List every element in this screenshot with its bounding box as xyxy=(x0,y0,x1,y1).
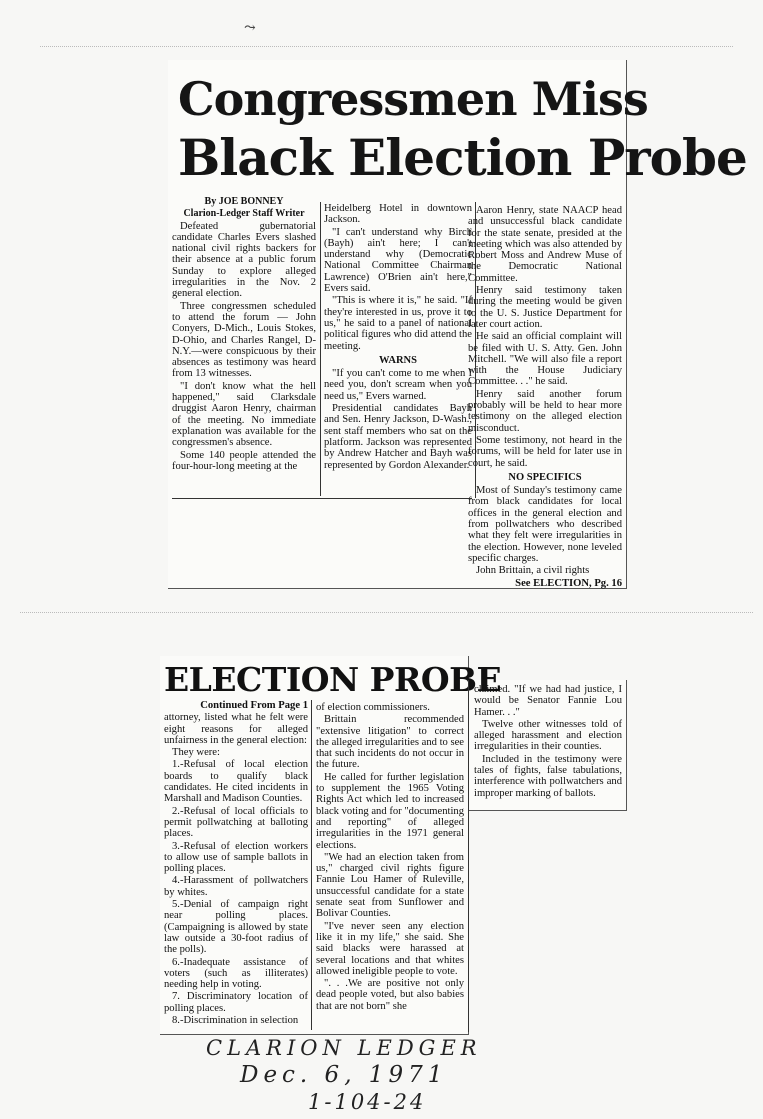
paragraph: claimed. "If we had had justice, I would be Senator Fannie Lou Hamer. . ." xyxy=(474,684,622,718)
paragraph: Three congressmen scheduled to attend the forum — John Conyers, D-Mich., Louis Stokes, D-Ohio, and Charles Rangel, D-N.Y.—were conspicuous by their absences as testimony was heard from 13 witnesses. xyxy=(172,300,316,380)
article2-column-2 xyxy=(316,702,464,1032)
column-rule xyxy=(311,700,312,1030)
paragraph: 2.-Refusal of local officials to permit pollwatching at balloting places. xyxy=(164,805,308,840)
paragraph: "If you can't come to me when I need you, don't scream when you need us," Evers warned. xyxy=(324,368,472,402)
paragraph: "We had an election taken from us," charged civil rights figure Fannie Lou Hamer of Ruleville, unsuccessful candidate for a state senate seat from Sunflower and Bolivar Counties. xyxy=(316,851,464,920)
paragraph: 8.-Discrimination in selection xyxy=(172,1015,299,1027)
paragraph: "I can't understand why Birch (Bayh) ain't here; I can't understand why (Democratic National Committee Chairman Lawrence) O'Brien ain't here," Evers said. xyxy=(324,226,472,295)
headline-line-1: Congressmen Miss xyxy=(178,72,648,126)
column-rule xyxy=(468,680,469,1032)
paragraph: Included in the testimony were tales of fights, false tabulations, interference with pollwatchers and improper marking of ballots. xyxy=(474,753,622,799)
paragraph: 4.-Harassment of pollwatchers by whites. xyxy=(164,875,308,898)
article1-column-1 xyxy=(172,196,316,496)
byline-affiliation: Clarion-Ledger Staff Writer xyxy=(183,208,305,220)
continued-line: Continued From Page 1 xyxy=(200,700,308,711)
subhead-warns: WARNS xyxy=(379,354,417,366)
paragraph: 1.-Refusal of local election boards to qualify black candidates. He cited incidents in Marshall and Madison Counties. xyxy=(164,759,308,805)
paragraph: Brittain recommended "extensive litigation" to correct the alleged irregularities and to see that such incidents do not occur in the future. xyxy=(316,714,464,771)
paragraph: Aaron Henry, state NAACP head and unsuccessful black candidate for the state senate, presided at the meeting which was also attended by Robert Moss and Andrew Muse of the Democratic National Committee. xyxy=(468,205,622,284)
paragraph: "This is where it is," he said. "If they're interested in us, prove it to us," he said to a panel of national political figures who did attend the meeting. xyxy=(324,295,472,352)
byline: By JOE BONNEY xyxy=(204,196,284,207)
column-rule xyxy=(320,202,321,496)
article2-column-3 xyxy=(474,684,622,808)
fold-line-top xyxy=(40,46,733,47)
handwritten-date: Dec. 6, 1971 xyxy=(240,1062,448,1088)
paragraph: Twelve other witnesses told of alleged harassment and election irregularities in their counties. xyxy=(474,718,622,753)
paragraph: 6.-Inadequate assistance of voters (such as illiterates) needing help in voting. xyxy=(164,956,308,991)
headline-election-probe: ELECTION PROBE xyxy=(164,660,502,699)
paragraph: They were: xyxy=(172,747,220,759)
paragraph: 7. Discriminatory location of polling places. xyxy=(164,991,308,1014)
paragraph: He called for further legislation to supplement the 1965 Voting Rights Act which led to increased black voting and for "documenting and reporting" of alleged irregularities in the 1971 general elections. xyxy=(316,771,464,851)
fold-line-middle xyxy=(20,612,753,613)
paragraph: Heidelberg Hotel in downtown Jackson. xyxy=(324,203,472,226)
paragraph: Some testimony, not heard in the forums, will be held for later use in court, he said. xyxy=(468,434,622,469)
article1-column-3 xyxy=(468,205,622,589)
paragraph: of election commissioners. xyxy=(316,702,430,713)
subhead-no-specifics: NO SPECIFICS xyxy=(508,471,582,483)
scan-mark: ⤳ xyxy=(244,21,256,36)
paragraph: 5.-Denial of campaign right near polling places. (Campaigning is allowed by state law outside a 30-foot radius of the polls). xyxy=(164,899,308,956)
paragraph: ". . .We are positive not only dead people voted, but also babies that are not born" she xyxy=(316,978,464,1012)
paragraph: Defeated gubernatorial candidate Charles Evers slashed national civil rights backers for their absence at a public forum Sunday to explore alleged irregularities in the Nov. 2 general election. xyxy=(172,220,316,300)
paragraph: Henry said another forum probably will be held to hear more testimony on the alleged election misconduct. xyxy=(468,388,622,434)
paragraph: attorney, listed what he felt were eight reasons for alleged unfairness in the general election: xyxy=(164,712,308,746)
article2-column-1 xyxy=(164,700,308,1030)
handwritten-source: CLARION LEDGER xyxy=(206,1036,482,1060)
paragraph: Presidential candidates Bayh and Sen. Henry Jackson, D-Wash., sent staff members who sat on the platform. Jackson was represented by Andrew Hatcher and Bayh was represented by Gordon Alexander. xyxy=(324,403,472,471)
paragraph: "I've never seen any election like it in my life," she said. She said blacks were harassed at several locations and that whites allowed ineligible people to vote. xyxy=(316,920,464,977)
paragraph: He said an official complaint will be filed with U. S. Atty. Gen. John Mitchell. "We will also file a report with the House Judiciary Committee. . ." he said. xyxy=(468,331,622,388)
paragraph: Some 140 people attended the four-hour-long meeting at the xyxy=(172,449,316,472)
handwritten-file-number: 1-104-24 xyxy=(308,1090,427,1114)
paragraph: Henry said testimony taken during the meeting would be given to the U. S. Justice Department for later court action. xyxy=(468,285,622,330)
paragraph: "I don't know what the hell happened," said Clarksdale druggist Aaron Henry, chairman of the meeting. No immediate explanation was available for the congressmen's absence. xyxy=(172,380,316,449)
jump-line: See ELECTION, Pg. 16 xyxy=(515,577,622,589)
paragraph: Most of Sunday's testimony came from black candidates for local offices in the general election and from pollwatchers who described what they felt were irregularities in the election. However, none leveled specific charges. xyxy=(468,485,622,564)
paragraph: John Brittain, a civil rights xyxy=(476,565,590,577)
article1-column-2 xyxy=(324,203,472,499)
paragraph: 3.-Refusal of election workers to allow use of sample ballots in polling places. xyxy=(164,840,308,875)
article1-bottom-rule xyxy=(172,498,472,499)
headline-line-2: Black Election Probe xyxy=(178,128,747,187)
